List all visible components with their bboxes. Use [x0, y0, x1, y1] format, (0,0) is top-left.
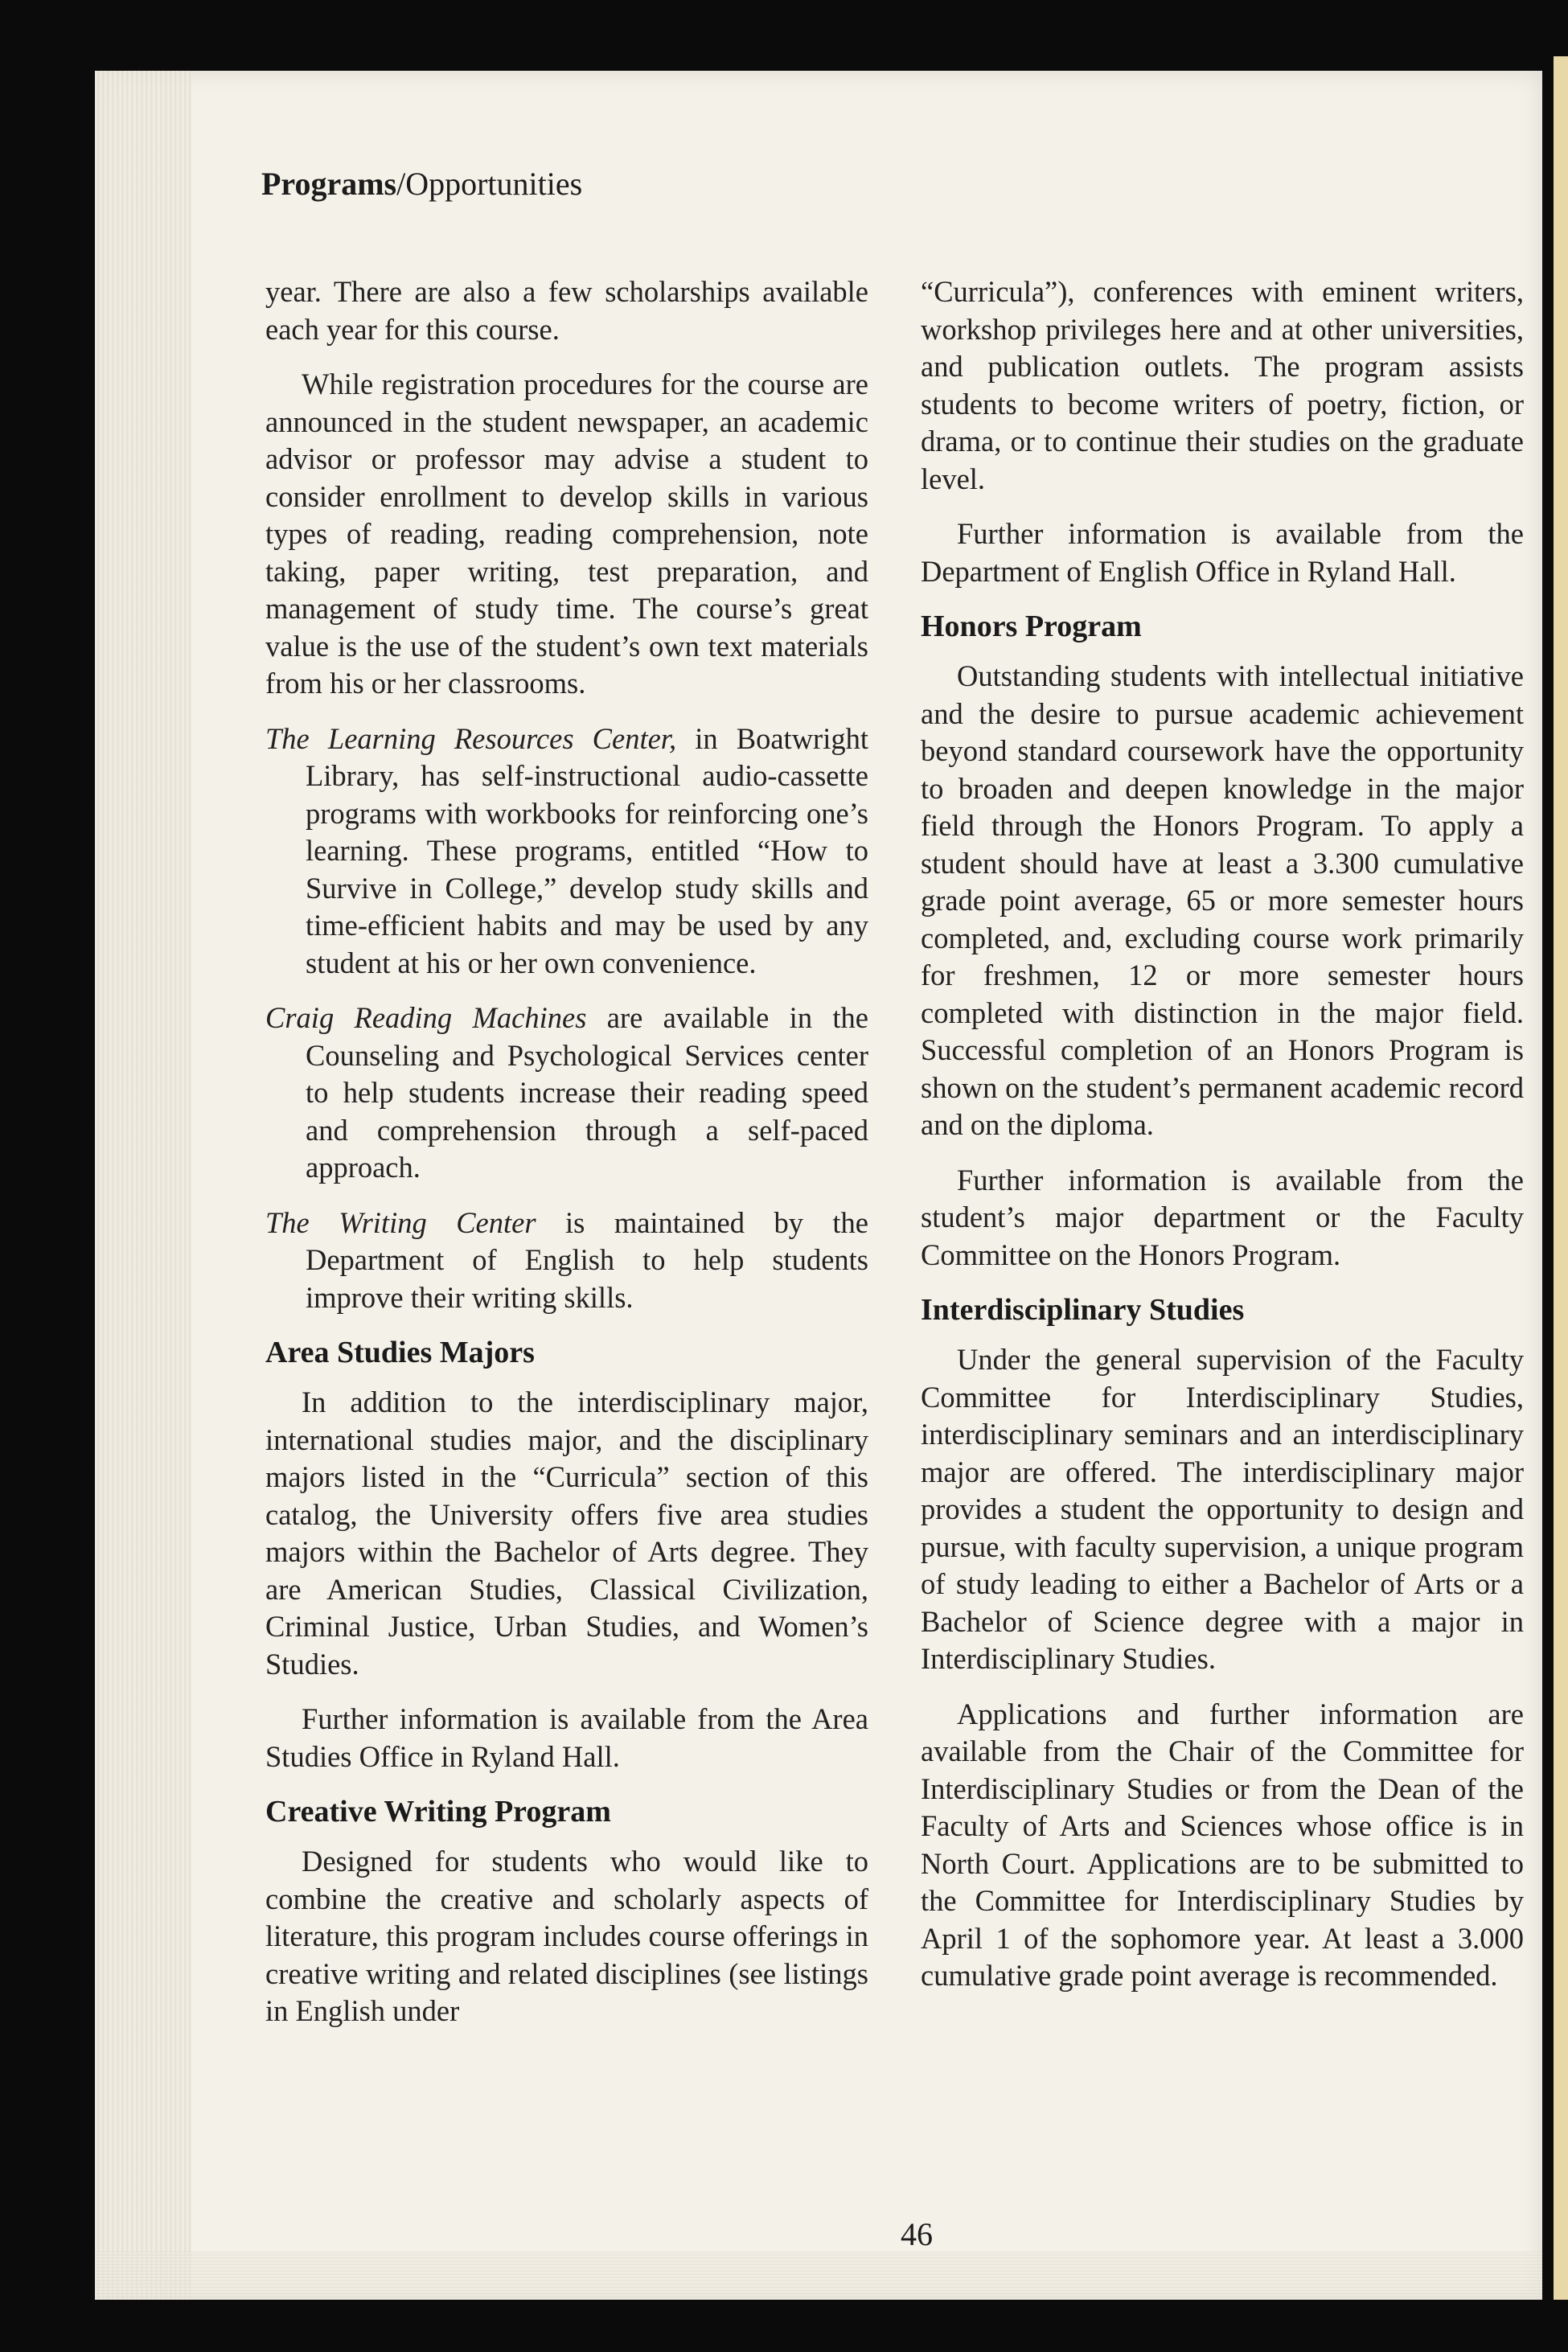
entry-text: are available in the Counseling and Psychological Services center to help students increase their reading speed and comprehension through a self-paced approach. — [306, 1001, 869, 1184]
paragraph: Outstanding students with intellectual initiative and the desire to pursue academic achievement beyond standard coursework have the opportunity to broaden and deepen knowledge in the major field through the Honors Program. To apply a student should have at least a 3.300 cumulative grade point average, 65 or more semester hours completed, and, excluding course work primarily for freshmen, 12 or more semester hours completed with distinction in the major field. Successful completion of an Honors Program is shown on the student’s permanent academic record and on the diploma. — [921, 659, 1524, 1141]
page-edges-bottom — [95, 2251, 1542, 2300]
heading-area-studies: Area Studies Majors — [265, 1336, 535, 1369]
entry-text: in Boatwright Library, has self-instructional audio-cassette programs with workbooks for reinforcing one’s learning. These programs, entitled “How to Survive in College,” develop study skills and time-efficient habits and may be used by any student at his or her own convenience. — [306, 721, 868, 979]
entry-title: Craig Reading Machines — [265, 1001, 587, 1034]
right-column — [921, 273, 1524, 2013]
entry-text: is maintained by the Department of English to help students improve their writing skills. — [306, 1205, 869, 1314]
learning-resources-entry — [265, 720, 868, 983]
paragraph: Applications and further information are available from the Chair of the Committee for Interdisciplinary Studies or from the Dean of the Faculty of Arts and Sciences whose office is in North Court. Applications are to be submitted to the Committee for Interdisciplinary Studies by April 1 of the sophomore year. At least a 3.000 cumulative grade point average is recommended. — [921, 1697, 1524, 1992]
paragraph: year. There are also a few scholarships available each year for this course. — [265, 275, 868, 346]
paragraph: Under the general supervision of the Faculty Committee for Interdisciplinary Studies, interdisciplinary seminars and an interdisciplinary major are offered. The interdisciplinary major provides a student the opportunity to design and pursue, with faculty supervision, a unique program of study leading to either a Bachelor of Arts or a Bachelor of Science degree with a major in Interdisciplinary Studies. — [921, 1343, 1524, 1675]
paragraph: Designed for students who would like to combine the creative and scholarly aspects of literature, this program includes course offerings in creative writing and related disciplines (see listings in English under — [265, 1845, 868, 2027]
adjacent-page-strip — [1554, 56, 1568, 2300]
heading-creative-writing: Creative Writing Program — [265, 1795, 611, 1829]
reading-machines-entry — [265, 999, 868, 1187]
heading-interdisciplinary: Interdisciplinary Studies — [921, 1293, 1245, 1327]
entry-title: The Writing Center — [265, 1205, 536, 1239]
paragraph: In addition to the interdisciplinary major, international studies major, and the disciplinary majors listed in the “Curricula” section of this catalog, the University offers five area studies majors within the Bachelor of Arts degree. They are American Studies, Classical Civilization, Criminal Justice, Urban Studies, and Women’s Studies. — [265, 1385, 868, 1681]
paragraph: Further information is available from the Area Studies Office in Ryland Hall. — [265, 1702, 868, 1773]
left-column — [265, 273, 868, 2048]
running-head — [261, 165, 582, 203]
running-head-bold: Programs — [261, 166, 397, 202]
heading-honors-program: Honors Program — [921, 610, 1142, 643]
paragraph: Further information is available from the student’s major department or the Faculty Committee on the Honors Program. — [921, 1163, 1524, 1271]
page-number: 46 — [901, 2216, 933, 2252]
paragraph: Further information is available from the Department of English Office in Ryland Hall. — [921, 517, 1524, 588]
paragraph: While registration procedures for the course are announced in the student newspaper, an academic advisor or professor may advise a student to consider enrollment to develop skills in various types of reading, reading comprehension, note taking, paper writing, test preparation, and management of study time. The course’s great value is the use of the student’s own text materials from his or her classrooms. — [265, 367, 868, 700]
page-edges — [95, 71, 191, 2300]
writing-center-entry — [265, 1205, 868, 1317]
paragraph: “Curricula”), conferences with eminent writers, workshop privileges here and at other universities, and publication outlets. The program assists students to become writers of poetry, fiction, or drama, or to continue their studies on the graduate level. — [921, 275, 1524, 495]
entry-title: The Learning Resources Center, — [265, 721, 677, 755]
running-head-rest: /Opportunities — [396, 166, 583, 202]
